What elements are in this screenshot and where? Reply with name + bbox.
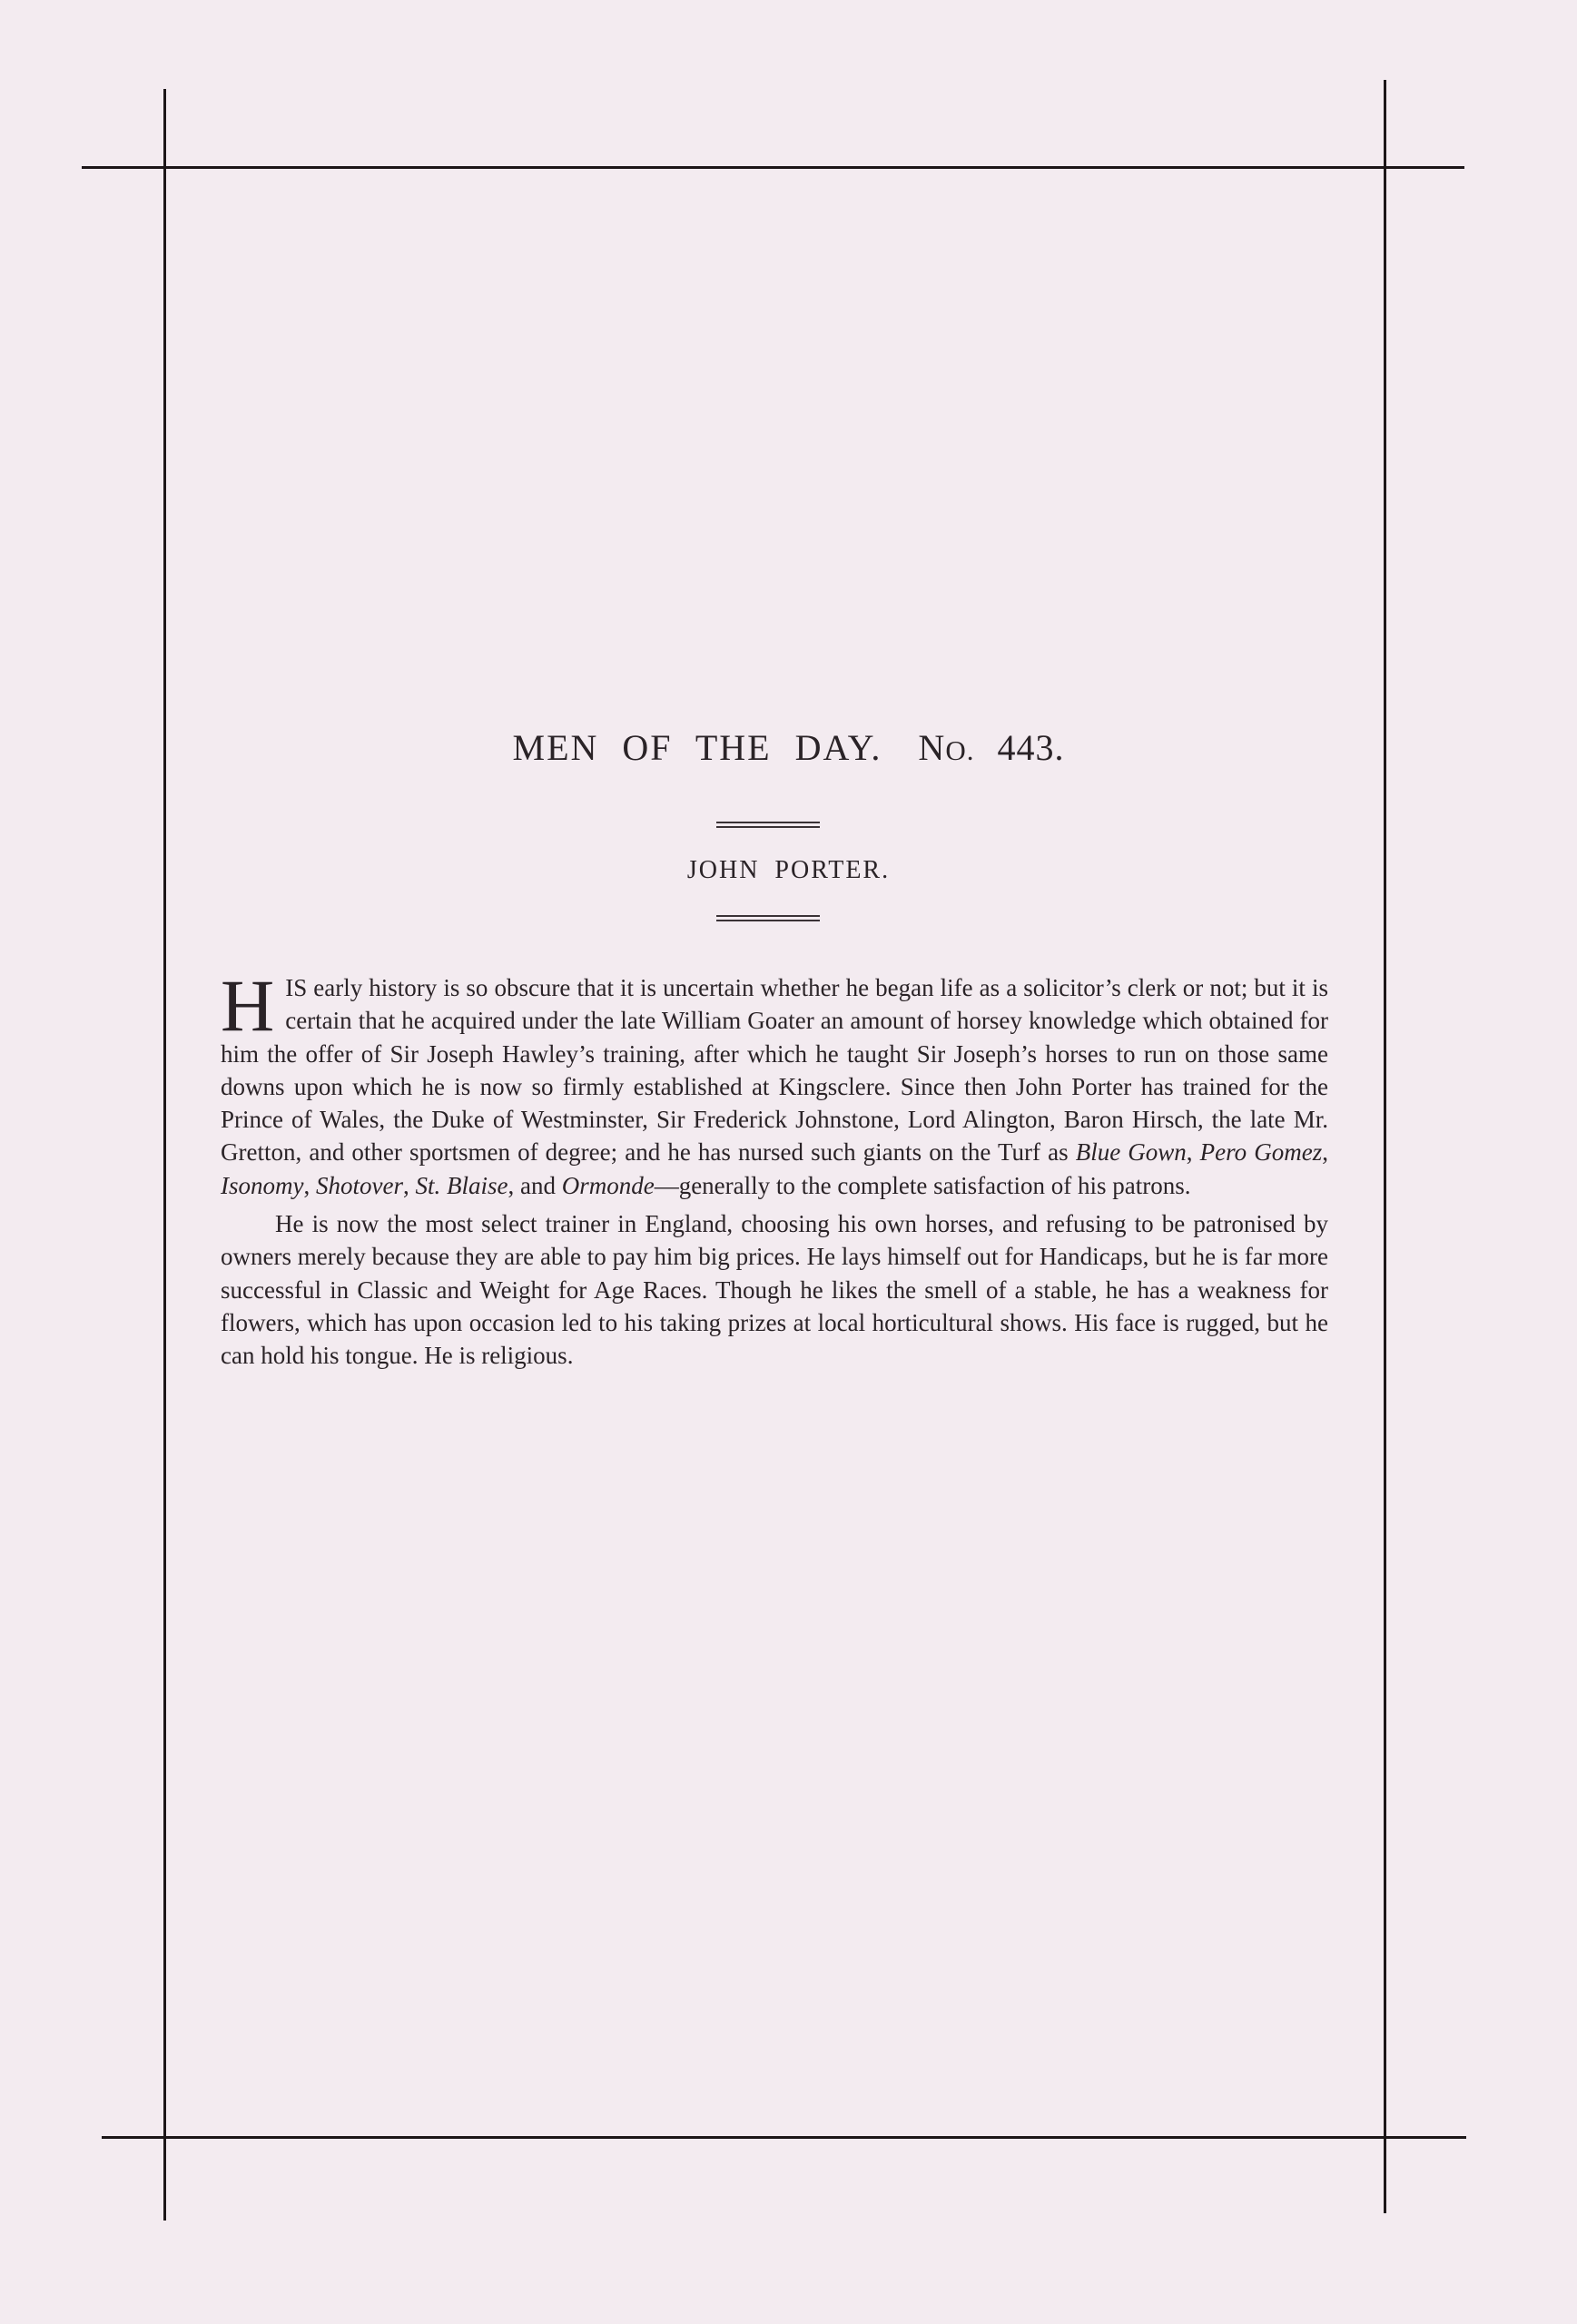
issue-number: NO. 443. [918, 727, 1065, 768]
frame-left-rule [163, 89, 166, 2221]
horse-name: Isonomy [221, 1171, 304, 1199]
frame-right-rule [1384, 80, 1386, 2213]
drop-cap: H [221, 964, 275, 1047]
subject-name: JOHN PORTER. [686, 856, 891, 884]
double-rule-lower [716, 915, 820, 921]
horse-name: Ormonde [561, 1171, 655, 1199]
horse-name: Shotover [315, 1171, 403, 1199]
horse-name: Blue Gown [1075, 1138, 1187, 1167]
article-body [221, 964, 1328, 1373]
horse-name: St. Blaise [415, 1171, 508, 1199]
horse-name: Pero Gomez [1199, 1138, 1323, 1167]
frame-bottom-rule [102, 2136, 1466, 2139]
paragraph-1: HIS early history is so obscure that it is uncertain whether he began life as a solicitor’s clerk or not; but it is certain that he acquired under the late William Goater an amount of horsey knowledge which obtained for him the offer of Sir Joseph Hawley’s training, after which he taught Sir Joseph’s horses to run on those same downs upon which he is now so firmly established at Kingsclere. Since then John Porter has trained for the Prince of Wales, the Duke of Westminster, Sir Frederick Johnstone, Lord Alington, Baron Hirsch, the late Mr. Gretton, and other sportsmen of degree; and he has nursed such giants on the Turf as Blue Gown, Pero Gomez, Isonomy, Shotover, St. Blaise, and Ormonde—generally to the complete satisfaction of his patrons. [221, 964, 1328, 1199]
series-heading: MEN OF THE DAY. [512, 727, 882, 768]
frame-top-rule [82, 166, 1464, 169]
paragraph-2: He is now the most select trainer in England, choosing his own horses, and refusing to be patronised by owners merely because they are able to pay him big prices. He lays himself out for Handicaps, but he is far more successful in Classic and Weight for Age Races. Though he likes the smell of a stable, he has a weakness for flowers, which has upon occasion led to his taking prizes at local horticultural shows. His face is rugged, but he can hold his tongue. He is religious. [221, 1210, 1328, 1370]
page-title [0, 726, 1577, 769]
double-rule-upper [716, 822, 820, 828]
